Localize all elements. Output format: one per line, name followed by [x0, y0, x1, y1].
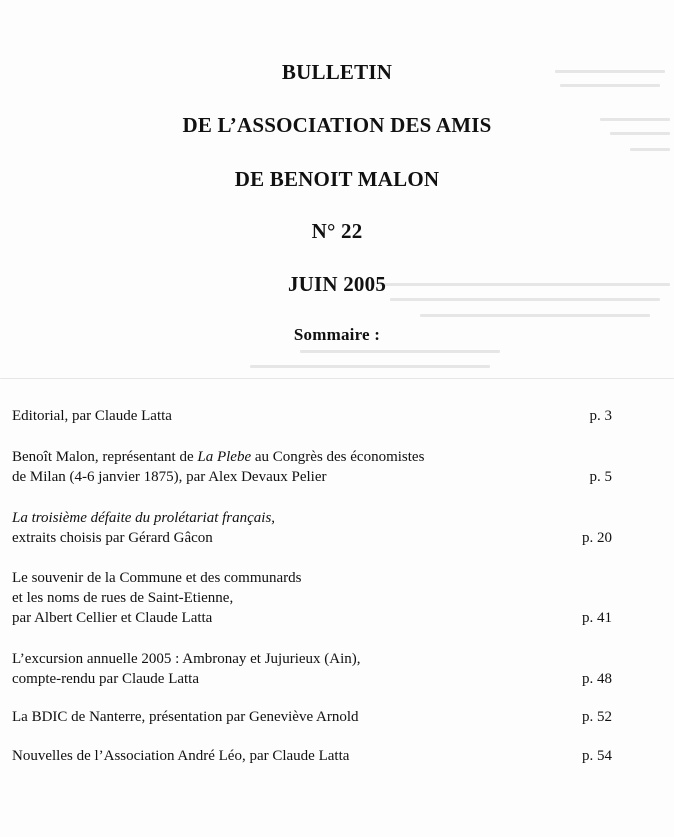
toc-entry-title: La BDIC de Nanterre, présentation par Geneviève Arnold — [12, 709, 359, 725]
issue-number: N° 22 — [311, 219, 363, 243]
issue-date: JUIN 2005 — [287, 272, 387, 296]
toc-entry-title: La troisième défaite du prolétariat français, extraits choisis par Gérard Gâcon — [12, 510, 276, 546]
bleed-through-mark — [0, 378, 674, 379]
toc-entry-malon-milan — [12, 447, 612, 487]
toc-page-number: p. 41 — [582, 610, 612, 626]
association-title: DE L’ASSOCIATION DES AMIS — [182, 113, 492, 137]
toc-page-number: p. 20 — [582, 530, 612, 546]
bleed-through-mark — [420, 314, 650, 317]
toc-entry-andre-leo — [12, 746, 612, 766]
bleed-through-mark — [300, 350, 500, 353]
toc-entry-title: Nouvelles de l’Association André Léo, par Claude Latta — [12, 748, 350, 764]
toc-entry-editorial — [12, 406, 612, 426]
toc-entry-commune-rues — [12, 568, 612, 628]
bleed-through-mark — [390, 298, 660, 301]
toc-page-number: p. 52 — [582, 709, 612, 725]
toc-page-number: p. 54 — [582, 748, 612, 764]
toc-page-number: p. 5 — [589, 469, 612, 485]
toc-entry-title: Le souvenir de la Commune et des communards et les noms de rues de Saint-Etienne, par Albert Cellier et Claude Latta — [12, 570, 302, 626]
toc-entry-excursion — [12, 649, 612, 689]
bleed-through-mark — [250, 365, 490, 368]
bleed-through-mark — [630, 148, 670, 151]
association-name: DE BENOIT MALON — [234, 167, 440, 191]
toc-page-number: p. 48 — [582, 671, 612, 687]
toc-entry-troisieme-defaite — [12, 508, 612, 548]
bulletin-title: BULLETIN — [281, 60, 393, 84]
toc-entry-title: Editorial, par Claude Latta — [12, 408, 172, 424]
toc-entry-title: Benoît Malon, représentant de La Plebe au Congrès des économistes de Milan (4-6 janvier 1875), par Alex Devaux Pelier — [12, 449, 425, 485]
toc-entry-bdic — [12, 707, 612, 727]
toc-page-number: p. 3 — [589, 408, 612, 424]
contents-heading: Sommaire : — [293, 325, 381, 344]
toc-entry-title: L’excursion annuelle 2005 : Ambronay et Jujurieux (Ain), compte-rendu par Claude Latta — [12, 651, 361, 687]
